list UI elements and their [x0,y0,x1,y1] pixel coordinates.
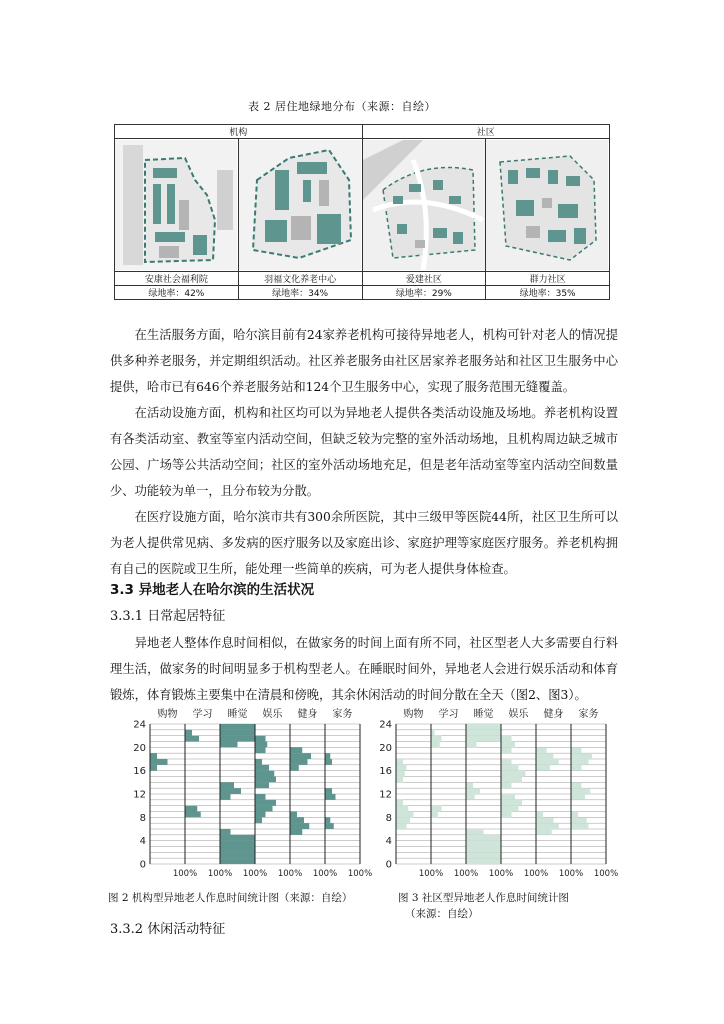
activity-bar [466,829,484,835]
figure-2-chart [118,704,373,884]
activity-bar [255,806,273,812]
activity-bar [466,852,501,858]
activity-bar [185,736,199,742]
x-tick-label: 100% [242,869,268,879]
activity-bar [185,730,192,736]
figure-3-chart [364,704,619,884]
activity-bar [501,782,512,788]
activity-bar [220,794,231,800]
activity-bar [220,788,241,794]
activity-bar [220,742,238,748]
y-tick-label: 8 [139,812,146,824]
activity-bar [255,817,262,823]
activity-bar [150,759,168,765]
activity-bar [501,794,515,800]
x-tick-label: 100% [172,869,198,879]
activity-bar [466,730,501,736]
activity-bar [431,730,435,736]
paragraph-activity-facilities: 在活动设施方面，机构和社区均可以为异地老人提供各类活动设施及场地。养老机构设置有各类活动室、教室等室内活动空间，但缺乏较为完整的室外活动场地，且机构周边缺乏城市公园、广场等公共活动空间；社区的室外活动场地充足，但是老年活动室等室内活动空间数量少、功能较为单一，且分布较为分散。 [110,406,618,498]
site-name: 爱建社区 [362,272,486,286]
activity-bar [466,724,501,730]
category-label: 睡觉 [473,709,494,720]
activity-bar [501,736,512,742]
activity-bar [431,806,442,812]
category-label: 家务 [578,709,599,720]
activity-bar [501,747,512,753]
x-tick-label: 100% [593,869,619,879]
activity-bar [255,742,267,748]
activity-bar [501,742,515,748]
site-map-2-image [239,140,361,270]
activity-bar [396,823,407,829]
body-paragraphs [110,322,618,582]
activity-bar [220,736,255,742]
activity-bar [571,765,582,771]
category-label: 娱乐 [508,709,529,720]
activity-bar [501,812,512,818]
activity-bar [501,806,519,812]
activity-bar [571,812,578,818]
section-3-3-2-heading: 3.3.2 休闲活动特征 [110,922,226,937]
group-institution-header: 机构 [115,125,363,139]
site-map-cell [115,139,239,272]
paragraph-medical-facilities: 在医疗设施方面，哈尔滨市共有300余所医院，其中三级甲等医院44所，社区卫生所可以为老人提供常见病、多发病的医疗服务以及家庭出诊、家庭护理等家庭医疗服务。养老机构拥有自己的医院或卫生所，能处理一些简单的疾病，可为老人提供身体检查。 [110,510,618,576]
site-map-3-image [363,140,485,270]
activity-bar [220,852,255,858]
site-map-4-image [486,140,608,270]
activity-bar [501,777,522,783]
activity-bar [466,835,501,841]
activity-bar [396,806,408,812]
daily-routine-text [110,630,618,708]
activity-bar [255,747,266,753]
x-tick-label: 100% [347,869,373,879]
site-green-rate: 绿地率：34% [238,286,362,300]
paragraph-daily-routine: 异地老人整体作息时间相似，在做家务的时间上面有所不同，社区型老人大多需要自行料理生活，做家务的时间明显多于机构型老人。在睡眠时间外，异地老人会进行娱乐活动和体育锻炼，体育锻炼主要集中在清晨和傍晚，其余休闲活动的时间分散在全天（图2、图3）。 [110,636,618,702]
site-map-1-image [115,140,237,270]
y-tick-label: 12 [133,789,146,801]
activity-bar [255,777,276,783]
site-green-rate: 绿地率：42% [115,286,239,300]
activity-bar [290,765,299,771]
y-tick-label: 4 [139,836,146,848]
activity-bar [466,742,477,748]
category-label: 健身 [543,709,564,720]
x-tick-label: 100% [277,869,303,879]
activity-bar [431,736,442,742]
activity-bar [150,753,157,759]
activity-bar [255,782,269,788]
activity-bar [220,841,255,847]
site-green-rate: 绿地率：29% [362,286,486,300]
y-tick-label: 0 [139,859,146,871]
activity-bar [536,759,559,765]
activity-bar [536,829,552,835]
activity-bar [431,812,438,818]
activity-bar [220,782,234,788]
figure-3-caption-line2: （来源：自绘） [405,908,479,920]
activity-bar [220,858,255,864]
x-tick-label: 100% [207,869,233,879]
activity-bar [220,847,255,853]
activity-bar [571,753,592,759]
category-label: 学习 [192,709,213,720]
y-tick-label: 24 [379,719,392,731]
category-label: 购物 [157,709,178,720]
activity-bar [325,788,332,794]
activity-bar [571,759,589,765]
activity-bar [396,800,403,806]
activity-bar [255,812,266,818]
activity-bar [466,782,473,788]
figure-2-caption: 图 2 机构型异地老人作息时间统计图（来源：自绘） [108,892,353,904]
figure-3-caption-line1: 图 3 社区型异地老人作息时间统计图 [398,892,569,904]
activity-bar [571,823,589,829]
activity-bar [220,829,231,835]
table2-caption: 表 2 居住地绿地分布（来源：自绘） [248,100,436,113]
activity-bar [536,765,550,771]
site-map-cell [486,139,610,272]
activity-bar [255,765,269,771]
activity-bar [466,847,501,853]
activity-bar [571,782,582,788]
activity-bar [466,841,501,847]
activity-bar [571,788,590,794]
category-label: 购物 [403,709,424,720]
activity-bar [536,753,554,759]
y-tick-label: 16 [379,766,392,778]
green-space-table [114,124,610,300]
y-tick-label: 20 [133,742,146,754]
paragraph-living-services: 在生活服务方面，哈尔滨目前有24家养老机构可接待异地老人，机构可针对老人的情况提供多种养老服务，并定期组织活动。社区养老服务由社区居家养老服务站和社区卫生服务中心提供，哈市已有646个养老服务站和124个卫生服务中心，实现了服务范围无缝覆盖。 [110,328,618,394]
activity-bar [396,765,407,771]
activity-bar [396,759,403,765]
activity-bar [536,812,543,818]
group-community-header: 社区 [362,125,610,139]
x-tick-label: 100% [558,869,584,879]
activity-bar [396,812,414,818]
site-name: 群力社区 [486,272,610,286]
activity-bar [431,742,440,748]
activity-bar [220,730,255,736]
section-3-3-1-heading: 3.3.1 日常起居特征 [110,609,226,624]
activity-bar [501,771,526,777]
activity-bar [290,747,302,753]
activity-bar [255,759,262,765]
y-tick-label: 24 [133,719,146,731]
activity-bar [325,794,336,800]
activity-bar [255,800,276,806]
y-tick-label: 16 [133,766,146,778]
site-name: 羽福文化养老中心 [238,272,362,286]
activity-bar [290,817,304,823]
activity-bar [185,812,201,818]
activity-bar [501,765,519,771]
activity-bar [501,800,522,806]
activity-bar [325,817,330,823]
site-name: 安康社会福利院 [115,272,239,286]
activity-bar [571,794,585,800]
site-map-cell [362,139,486,272]
y-tick-label: 0 [385,859,392,871]
activity-bar [501,759,512,765]
activity-bar [466,736,501,742]
activity-bar [150,765,157,771]
activity-bar [220,835,255,841]
activity-bar [185,806,197,812]
activity-bar [396,777,403,783]
activity-bar [290,823,309,829]
activity-bar [396,771,405,777]
site-green-rate: 绿地率：35% [486,286,610,300]
category-label: 健身 [297,709,318,720]
section-3-3-heading: 3.3 异地老人在哈尔滨的生活状况 [110,582,315,598]
activity-bar [325,823,334,829]
activity-bar [466,858,501,864]
y-tick-label: 8 [385,812,392,824]
y-tick-label: 4 [385,836,392,848]
y-tick-label: 20 [379,742,392,754]
category-label: 学习 [438,709,459,720]
activity-bar [255,771,274,777]
category-label: 家务 [332,709,353,720]
x-tick-label: 100% [453,869,479,879]
activity-bar [466,788,480,794]
activity-bar [290,829,302,835]
x-tick-label: 100% [312,869,338,879]
activity-bar [536,817,554,823]
activity-bar [255,794,266,800]
activity-bar [536,747,547,753]
site-map-cell [238,139,362,272]
category-label: 睡觉 [227,709,248,720]
activity-bar [396,817,410,823]
activity-bar [325,753,330,759]
activity-bar [290,759,308,765]
activity-bar [290,753,311,759]
y-tick-label: 12 [379,789,392,801]
activity-bar [255,736,266,742]
activity-bar [536,823,559,829]
x-tick-label: 100% [523,869,549,879]
activity-bar [220,724,255,730]
x-tick-label: 100% [488,869,514,879]
activity-bar [571,817,587,823]
x-tick-label: 100% [418,869,444,879]
activity-bar [571,747,582,753]
activity-bar [466,794,475,800]
category-label: 娱乐 [262,709,283,720]
activity-bar [290,812,297,818]
activity-bar [325,759,332,765]
